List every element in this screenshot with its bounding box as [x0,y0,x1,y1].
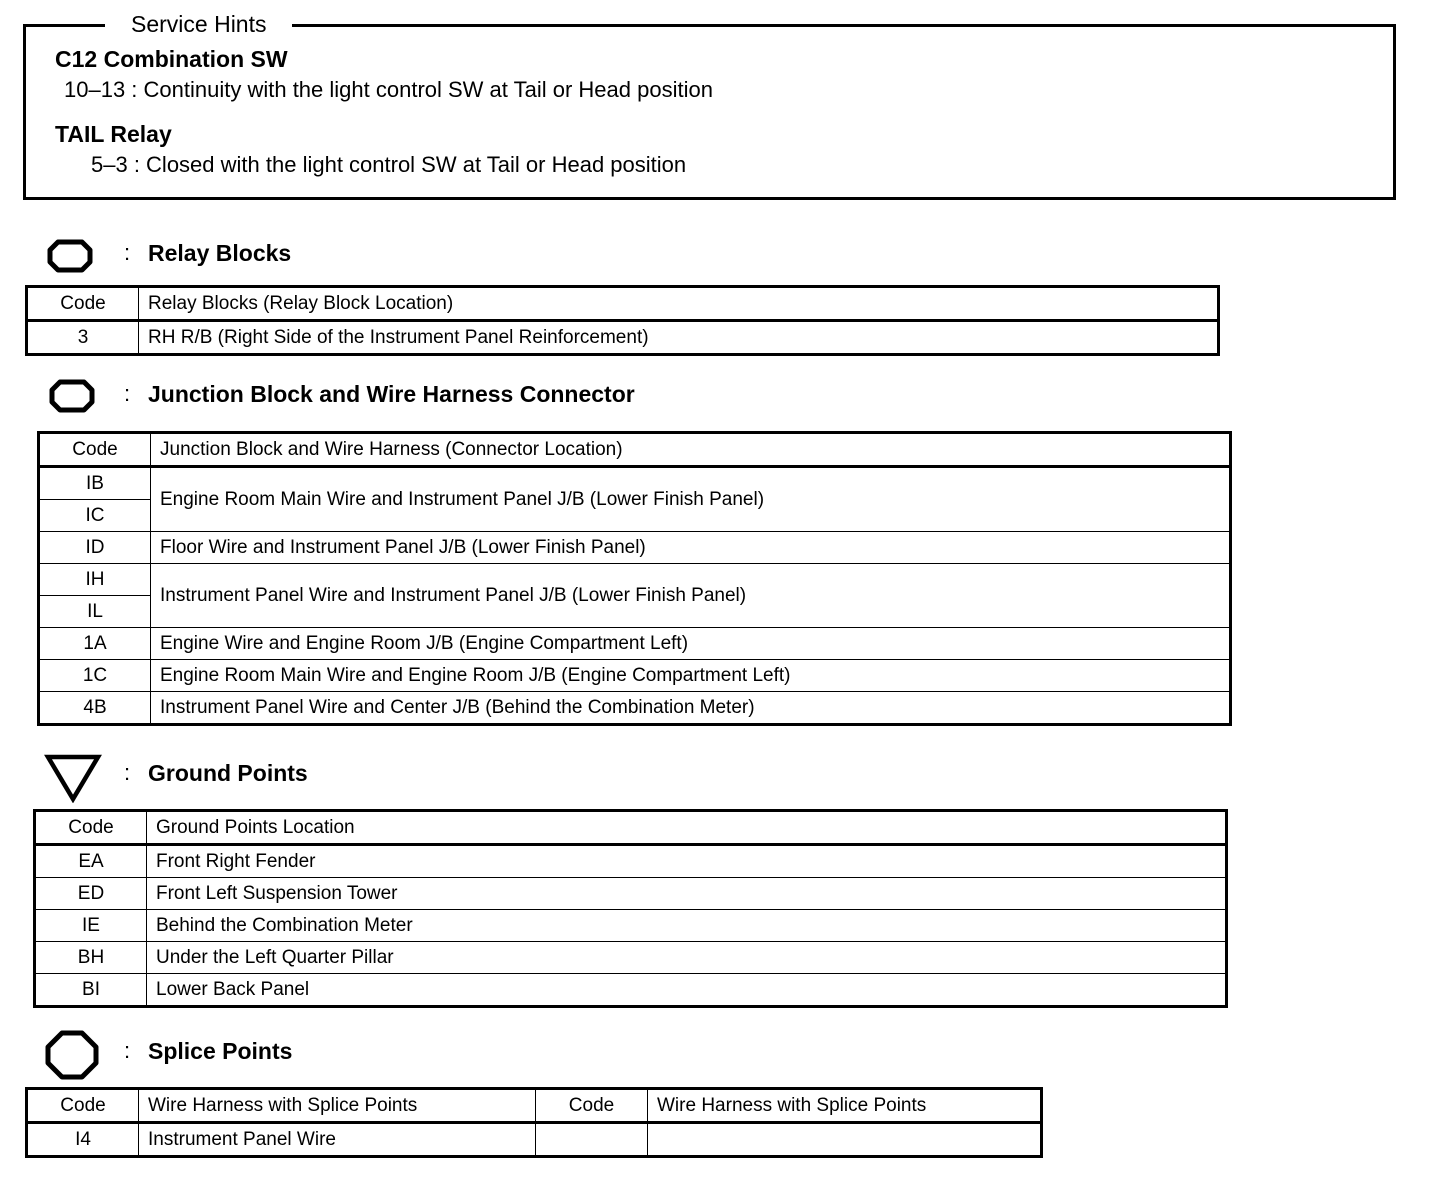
ground-points-heading: Ground Points [148,760,308,786]
row-description: Instrument Panel Wire [139,1123,536,1157]
table-header-row [27,1089,1042,1123]
row-description: Engine Room Main Wire and Instrument Panel J/B (Lower Finish Panel) [151,467,1231,532]
ground-point-symbol-icon [44,753,102,803]
row-code: IB [39,467,151,500]
table-row [39,564,1231,596]
junction-blocks-heading: Junction Block and Wire Harness Connector [148,381,635,407]
table-header-row [27,287,1219,321]
header-code: Code [536,1089,648,1123]
row-description: Lower Back Panel [147,974,1227,1007]
row-code: 1A [39,628,151,660]
row-code: I4 [27,1123,139,1157]
row-description [648,1123,1042,1157]
row-description: Engine Wire and Engine Room J/B (Engine Compartment Left) [151,628,1231,660]
row-description: Under the Left Quarter Pillar [147,942,1227,974]
splice-points-table [25,1087,1043,1158]
header-description: Ground Points Location [147,811,1227,845]
row-code: ID [39,532,151,564]
row-code [536,1123,648,1157]
row-description: Floor Wire and Instrument Panel J/B (Lower Finish Panel) [151,532,1231,564]
splice-point-symbol-icon [44,1029,100,1081]
header-code: Code [35,811,147,845]
row-code: IH [39,564,151,596]
row-code: IL [39,596,151,628]
table-row [39,660,1231,692]
relay-blocks-colon: : [124,240,131,265]
table-row [35,910,1227,942]
table-row [35,974,1227,1007]
hint-heading-tail-relay: TAIL Relay [55,121,172,147]
table-row [27,321,1219,355]
table-row [35,845,1227,878]
row-code: BI [35,974,147,1007]
row-description: Instrument Panel Wire and Instrument Panel J/B (Lower Finish Panel) [151,564,1231,628]
relay-block-symbol-icon [46,238,94,274]
table-row [39,692,1231,725]
row-code: IE [35,910,147,942]
splice-points-colon: : [124,1038,131,1063]
row-description: RH R/B (Right Side of the Instrument Panel Reinforcement) [139,321,1219,355]
header-code: Code [27,287,139,321]
hint-heading-combination-sw: C12 Combination SW [55,46,288,72]
row-code: ED [35,878,147,910]
service-hints-title: Service Hints [105,9,292,39]
row-code: 4B [39,692,151,725]
hint-line-tail-relay: 5–3 : Closed with the light control SW at Tail or Head position [91,152,687,177]
table-header-row [39,433,1231,467]
row-description: Instrument Panel Wire and Center J/B (Behind the Combination Meter) [151,692,1231,725]
ground-points-table [33,809,1228,1008]
table-header-row [35,811,1227,845]
row-code: 1C [39,660,151,692]
row-code: EA [35,845,147,878]
table-row [35,942,1227,974]
header-description: Wire Harness with Splice Points [139,1089,536,1123]
table-row [39,628,1231,660]
row-description: Engine Room Main Wire and Engine Room J/B (Engine Compartment Left) [151,660,1231,692]
junction-block-symbol-icon [48,378,96,414]
row-description: Front Right Fender [147,845,1227,878]
junction-blocks-table [37,431,1232,726]
ground-points-colon: : [124,760,131,785]
table-row [39,467,1231,500]
junction-blocks-colon: : [124,381,131,406]
splice-points-heading: Splice Points [148,1038,293,1064]
row-code: IC [39,500,151,532]
row-code: 3 [27,321,139,355]
header-description: Relay Blocks (Relay Block Location) [139,287,1219,321]
row-description: Front Left Suspension Tower [147,878,1227,910]
table-row [27,1123,1042,1157]
relay-blocks-heading: Relay Blocks [148,240,292,266]
header-code: Code [27,1089,139,1123]
header-description: Wire Harness with Splice Points [648,1089,1042,1123]
relay-blocks-table [25,285,1220,356]
hint-line-combination-sw: 10–13 : Continuity with the light control SW at Tail or Head position [64,77,713,102]
row-code: BH [35,942,147,974]
header-description: Junction Block and Wire Harness (Connector Location) [151,433,1231,467]
header-code: Code [39,433,151,467]
table-row [39,532,1231,564]
table-row [35,878,1227,910]
row-description: Behind the Combination Meter [147,910,1227,942]
